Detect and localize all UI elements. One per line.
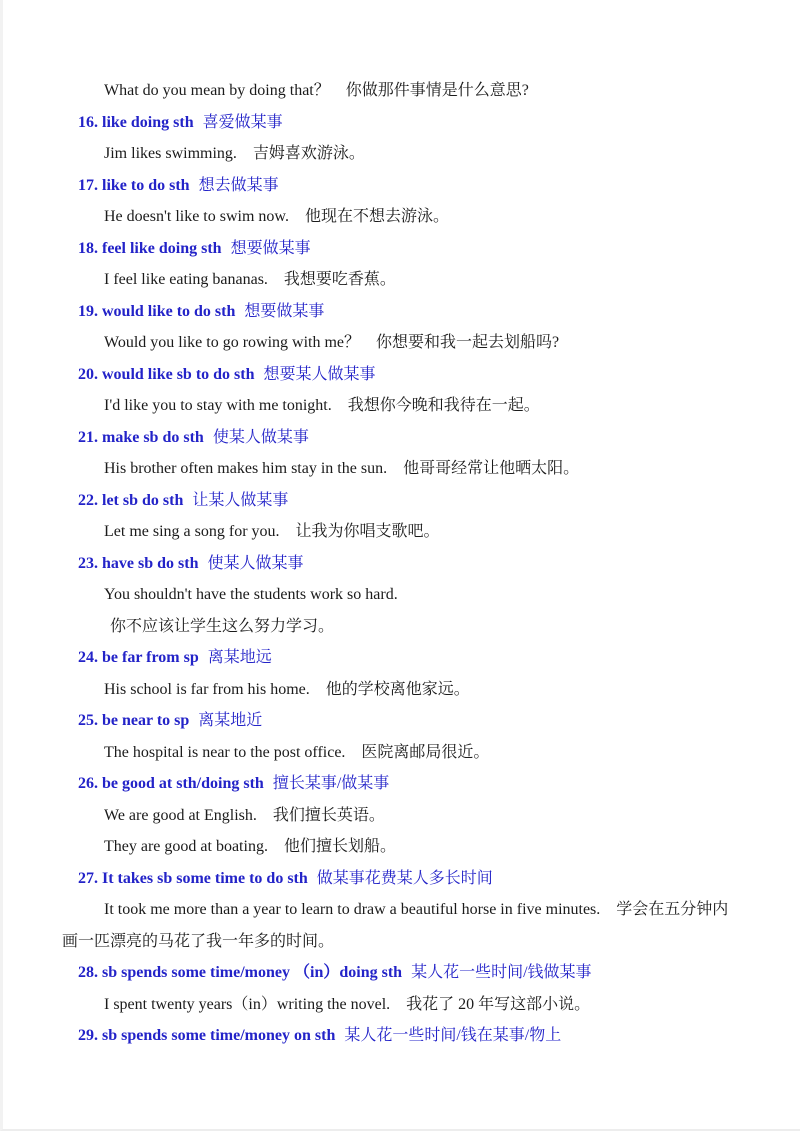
phrase-heading-en: 20. would like sb to do sth	[78, 365, 255, 383]
phrase-heading	[78, 485, 744, 517]
phrase-heading-zh: 想要做某事	[230, 239, 311, 257]
example-sentence: I feel like eating bananas. 我想要吃香蕉。	[104, 271, 396, 288]
example-sentence: They are good at boating. 他们擅长划船。	[104, 838, 396, 855]
phrase-heading-en: 17. like to do sth	[78, 176, 190, 194]
phrase-heading	[78, 1020, 744, 1052]
phrase-heading-zh: 离某地近	[198, 712, 263, 729]
phrase-heading-zh: 某人花一些时间/钱在某事/物上	[344, 1027, 562, 1044]
phrase-heading	[78, 957, 744, 989]
phrase-heading-en: 28. sb spends some time/money （in）doing sth	[78, 964, 403, 981]
phrase-heading-zh: 想要做某事	[244, 302, 325, 320]
example-sentence: He doesn't like to swim now. 他现在不想去游泳。	[104, 208, 449, 225]
phrase-heading-zh: 使某人做某事	[207, 554, 304, 572]
example-sentence: The hospital is near to the post office. 医院离邮局很近。	[104, 743, 490, 761]
phrase-heading-en: 16. like doing sth	[78, 113, 194, 131]
example-sentence: We are good at English. 我们擅长英语。	[104, 806, 385, 824]
phrase-heading-en: 25. be near to sp	[78, 712, 190, 729]
example-sentence: His school is far from his home. 他的学校离他家远。	[104, 680, 470, 698]
phrase-heading-zh: 让某人做某事	[192, 491, 289, 509]
phrase-heading-zh: 做某事花费某人多长时间	[316, 869, 493, 887]
phrase-heading	[78, 705, 744, 737]
phrase-heading	[78, 642, 744, 674]
example-sentence: Let me sing a song for you. 让我为你唱支歌吧。	[104, 523, 440, 540]
phrase-heading-en: 19. would like to do sth	[78, 302, 236, 320]
example-sentence: I spent twenty years（in）writing the novel. 我花了 20 年写这部小说。	[104, 995, 591, 1013]
example-sentence: I'd like you to stay with me tonight. 我想你今晚和我待在一起。	[104, 397, 540, 414]
phrase-heading-en: 23. have sb do sth	[78, 554, 199, 572]
phrase-heading-zh: 使某人做某事	[212, 428, 309, 446]
phrase-heading	[78, 296, 744, 328]
phrase-heading-zh: 想去做某事	[198, 176, 279, 194]
phrase-heading	[78, 359, 744, 391]
phrase-heading-zh: 喜爱做某事	[202, 113, 283, 131]
phrase-heading-zh: 想要某人做某事	[263, 365, 376, 383]
example-sentence: Jim likes swimming. 吉姆喜欢游泳。	[104, 145, 365, 162]
example-sentence: His brother often makes him stay in the sun. 他哥哥经常让他晒太阳。	[104, 460, 580, 477]
phrase-heading-en: 18. feel like doing sth	[78, 239, 222, 257]
phrase-heading-en: 21. make sb do sth	[78, 428, 204, 446]
phrase-heading-en: 22. let sb do sth	[78, 491, 184, 509]
example-sentence: It took me more than a year to learn to draw a beautiful horse in five minutes. 学会在五分钟内画一匹漂亮的马花了我一年多的时间。	[62, 901, 729, 950]
example-sentence: What do you mean by doing that？ 你做那件事情是什么意思?	[104, 82, 529, 99]
phrase-heading	[78, 107, 744, 139]
phrase-heading-zh: 擅长某事/做某事	[272, 775, 390, 792]
phrase-heading	[78, 170, 744, 202]
phrase-heading	[78, 768, 744, 800]
phrase-heading-zh: 离某地远	[207, 649, 272, 666]
phrase-heading-en: 26. be good at sth/doing sth	[78, 775, 264, 792]
phrase-heading	[78, 863, 744, 895]
phrase-heading	[78, 548, 744, 580]
example-sentence: You shouldn't have the students work so hard.	[104, 586, 398, 603]
example-sentence: Would you like to go rowing with me？ 你想要和我一起去划船吗?	[104, 334, 560, 351]
phrase-heading	[78, 233, 744, 265]
phrase-heading	[78, 422, 744, 454]
phrase-heading-zh: 某人花一些时间/钱做某事	[411, 964, 592, 981]
phrase-heading-en: 29. sb spends some time/money on sth	[78, 1027, 336, 1044]
example-sentence: 你不应该让学生这么努力学习。	[110, 617, 335, 635]
phrase-heading-en: 27. It takes sb some time to do sth	[78, 869, 308, 887]
phrase-heading-en: 24. be far from sp	[78, 649, 199, 666]
